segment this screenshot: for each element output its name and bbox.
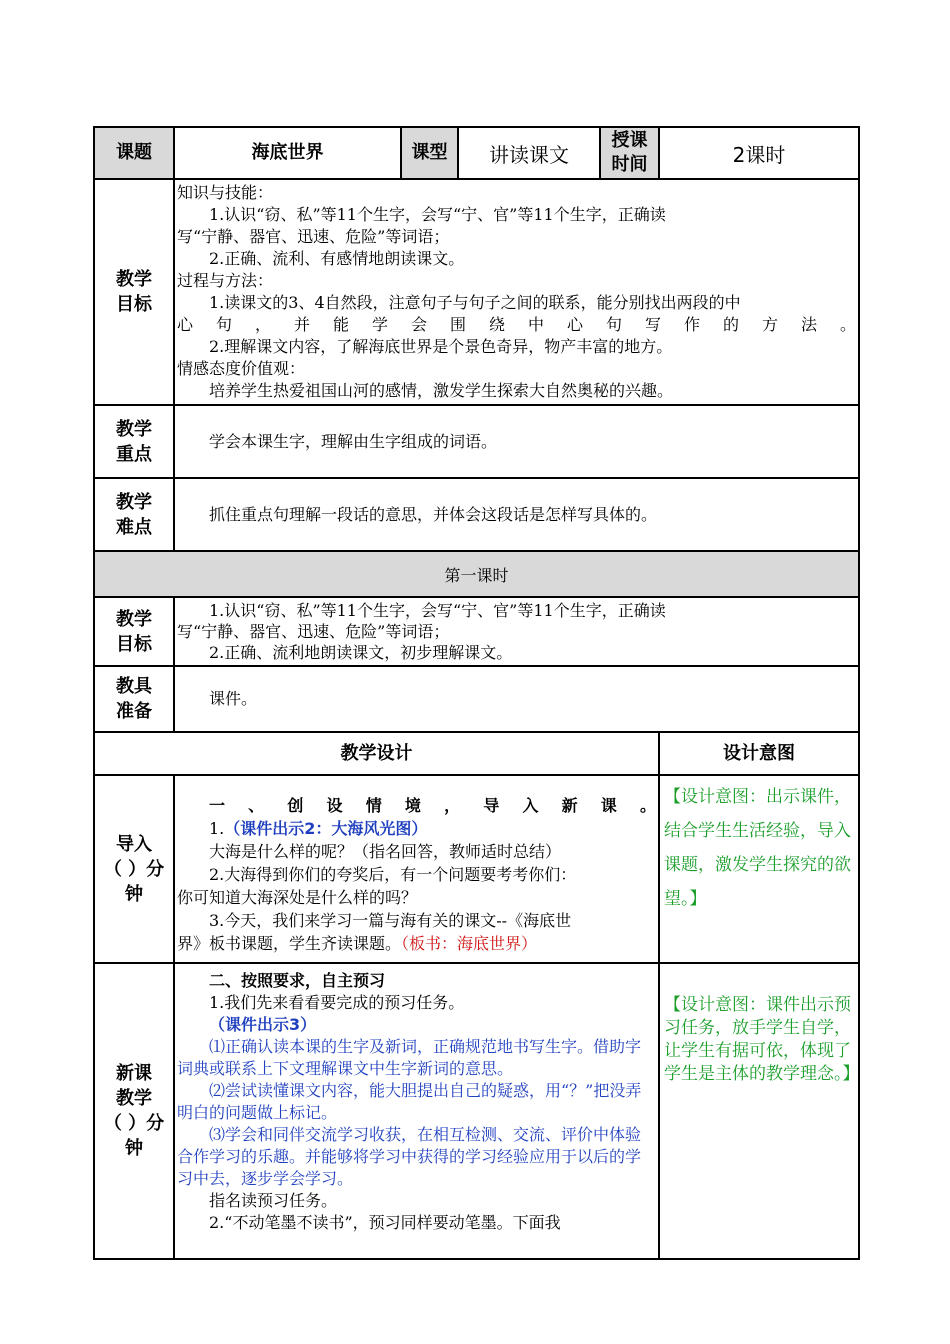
difficulties-label: 教学 难点 [94,478,174,551]
lesson-goals-content: 1.认识“窃、私”等11个生字，会写“宁、官”等11个生字，正确读 写“宁静、器官、迅速、危险”等词语； 2.正确、流利地朗读课文，初步理解课文。 [174,597,859,666]
goals-content [174,179,859,405]
lesson-plan-sheet [93,126,858,1260]
goals-line: 过程与方法： [177,271,274,290]
type-value: 讲读课文 [458,127,600,179]
time-value: 2课时 [659,127,859,179]
design-header-right: 设计意图 [659,732,859,775]
board-note: （板书：海底世界） [401,934,538,953]
tools-row [94,666,859,732]
lesson-goals-row [94,597,859,666]
topic-label: 课题 [94,127,174,179]
goals-line: 培养学生热爱祖国山河的感情，激发学生探索大自然奥秘的兴趣。 [209,381,674,400]
tools-content: 课件。 [174,666,859,732]
goals-line: 知识与技能： [177,183,274,202]
design-header-left: 教学设计 [94,732,659,775]
lesson-goals-label: 教学 目标 [94,597,174,666]
intro-intent: 【设计意图：出示课件，结合学生生活经验，导入课题，激发学生探究的欲望。】 [659,775,859,963]
intro-label: 导入 （ ）分 钟 [94,775,174,963]
new-lesson-content: 二、按照要求，自主预习 1.我们先来看看要完成的预习任务。 （课件出示3） ⑴正确认读本课的生字及新词，正确规范地书写生字。借助字词典或联系上下文理解课文中生字新词的意思。 ⑵尝试读懂课文内容，能大胆提出自己的疑惑，用“？”把没弄明白的问题做上标记。 ⑶学会和同伴交流学习收获，在相互检测、交流、评价中体验合作学习的乐趣。并能够将学习中获得的学习经验应用于以后的学习中去，逐步学会学习。 指名读预习任务。 2.“不动笔墨不读书”，预习同样要动笔墨。下面我 [174,963,659,1259]
section-title: 第一课时 [94,551,859,597]
key-points-row [94,405,859,478]
new-lesson-intent: 【设计意图：课件出示预习任务，放手学生自学，让学生有据可依，体现了学生是主体的教学理念。】 [659,963,859,1259]
goals-line: 情感态度价值观： [177,359,306,378]
design-header-row [94,732,859,775]
header-row [94,127,859,179]
goals-line: 2.正确、流利、有感情地朗读课文。 [209,249,465,268]
tools-label: 教具 准备 [94,666,174,732]
key-points-content: 学会本课生字，理解由生字组成的词语。 [174,405,859,478]
type-label: 课型 [401,127,458,179]
new-lesson-heading: 二、按照要求，自主预习 [209,971,386,990]
goals-line: 1.读课文的3、4自然段，注意句子与句子之间的联系，能分别找出两段的中 [209,293,741,312]
intro-courseware-note: （课件出示2：大海风光图） [224,819,428,838]
new-lesson-label: 新课 教学 （ ）分 钟 [94,963,174,1259]
intro-content: 一、创设情境，导入新课。 1.（课件出示2：大海风光图） 大海是什么样的呢？（指名回答，教师适时总结） 2.大海得到你们的夸奖后，有一个问题要考考你们： 你可知道大海深处是什么样的吗？ 3.今天，我们来学习一篇与海有关的课文--《海底世 界》板书课题，学生齐读课题。（板书：海底世界） [174,775,659,963]
courseware-3-note: （课件出示3） [209,1015,317,1034]
goals-row [94,179,859,405]
goals-line: 2.理解课文内容，了解海底世界是个景色奇异，物产丰富的地方。 [209,337,673,356]
key-points-label: 教学 重点 [94,405,174,478]
goals-label: 教学 目标 [94,179,174,405]
topic-value: 海底世界 [174,127,401,179]
difficulties-row [94,478,859,551]
time-label: 授课 时间 [600,127,659,179]
intro-heading: 一、创设情境，导入新课。 [209,796,656,815]
intro-row [94,775,859,963]
goals-line: 心句，并能学会围绕中心句写作的方法。 [177,315,856,334]
goals-line: 1.认识“窃、私”等11个生字，会写“宁、官”等11个生字，正确读 [209,205,666,224]
new-lesson-row [94,963,859,1259]
lesson-plan-table [93,126,860,1260]
difficulties-content: 抓住重点句理解一段话的意思，并体会这段话是怎样写具体的。 [174,478,859,551]
goals-line: 写“宁静、器官、迅速、危险”等词语； [177,227,450,246]
section-title-row [94,551,859,597]
